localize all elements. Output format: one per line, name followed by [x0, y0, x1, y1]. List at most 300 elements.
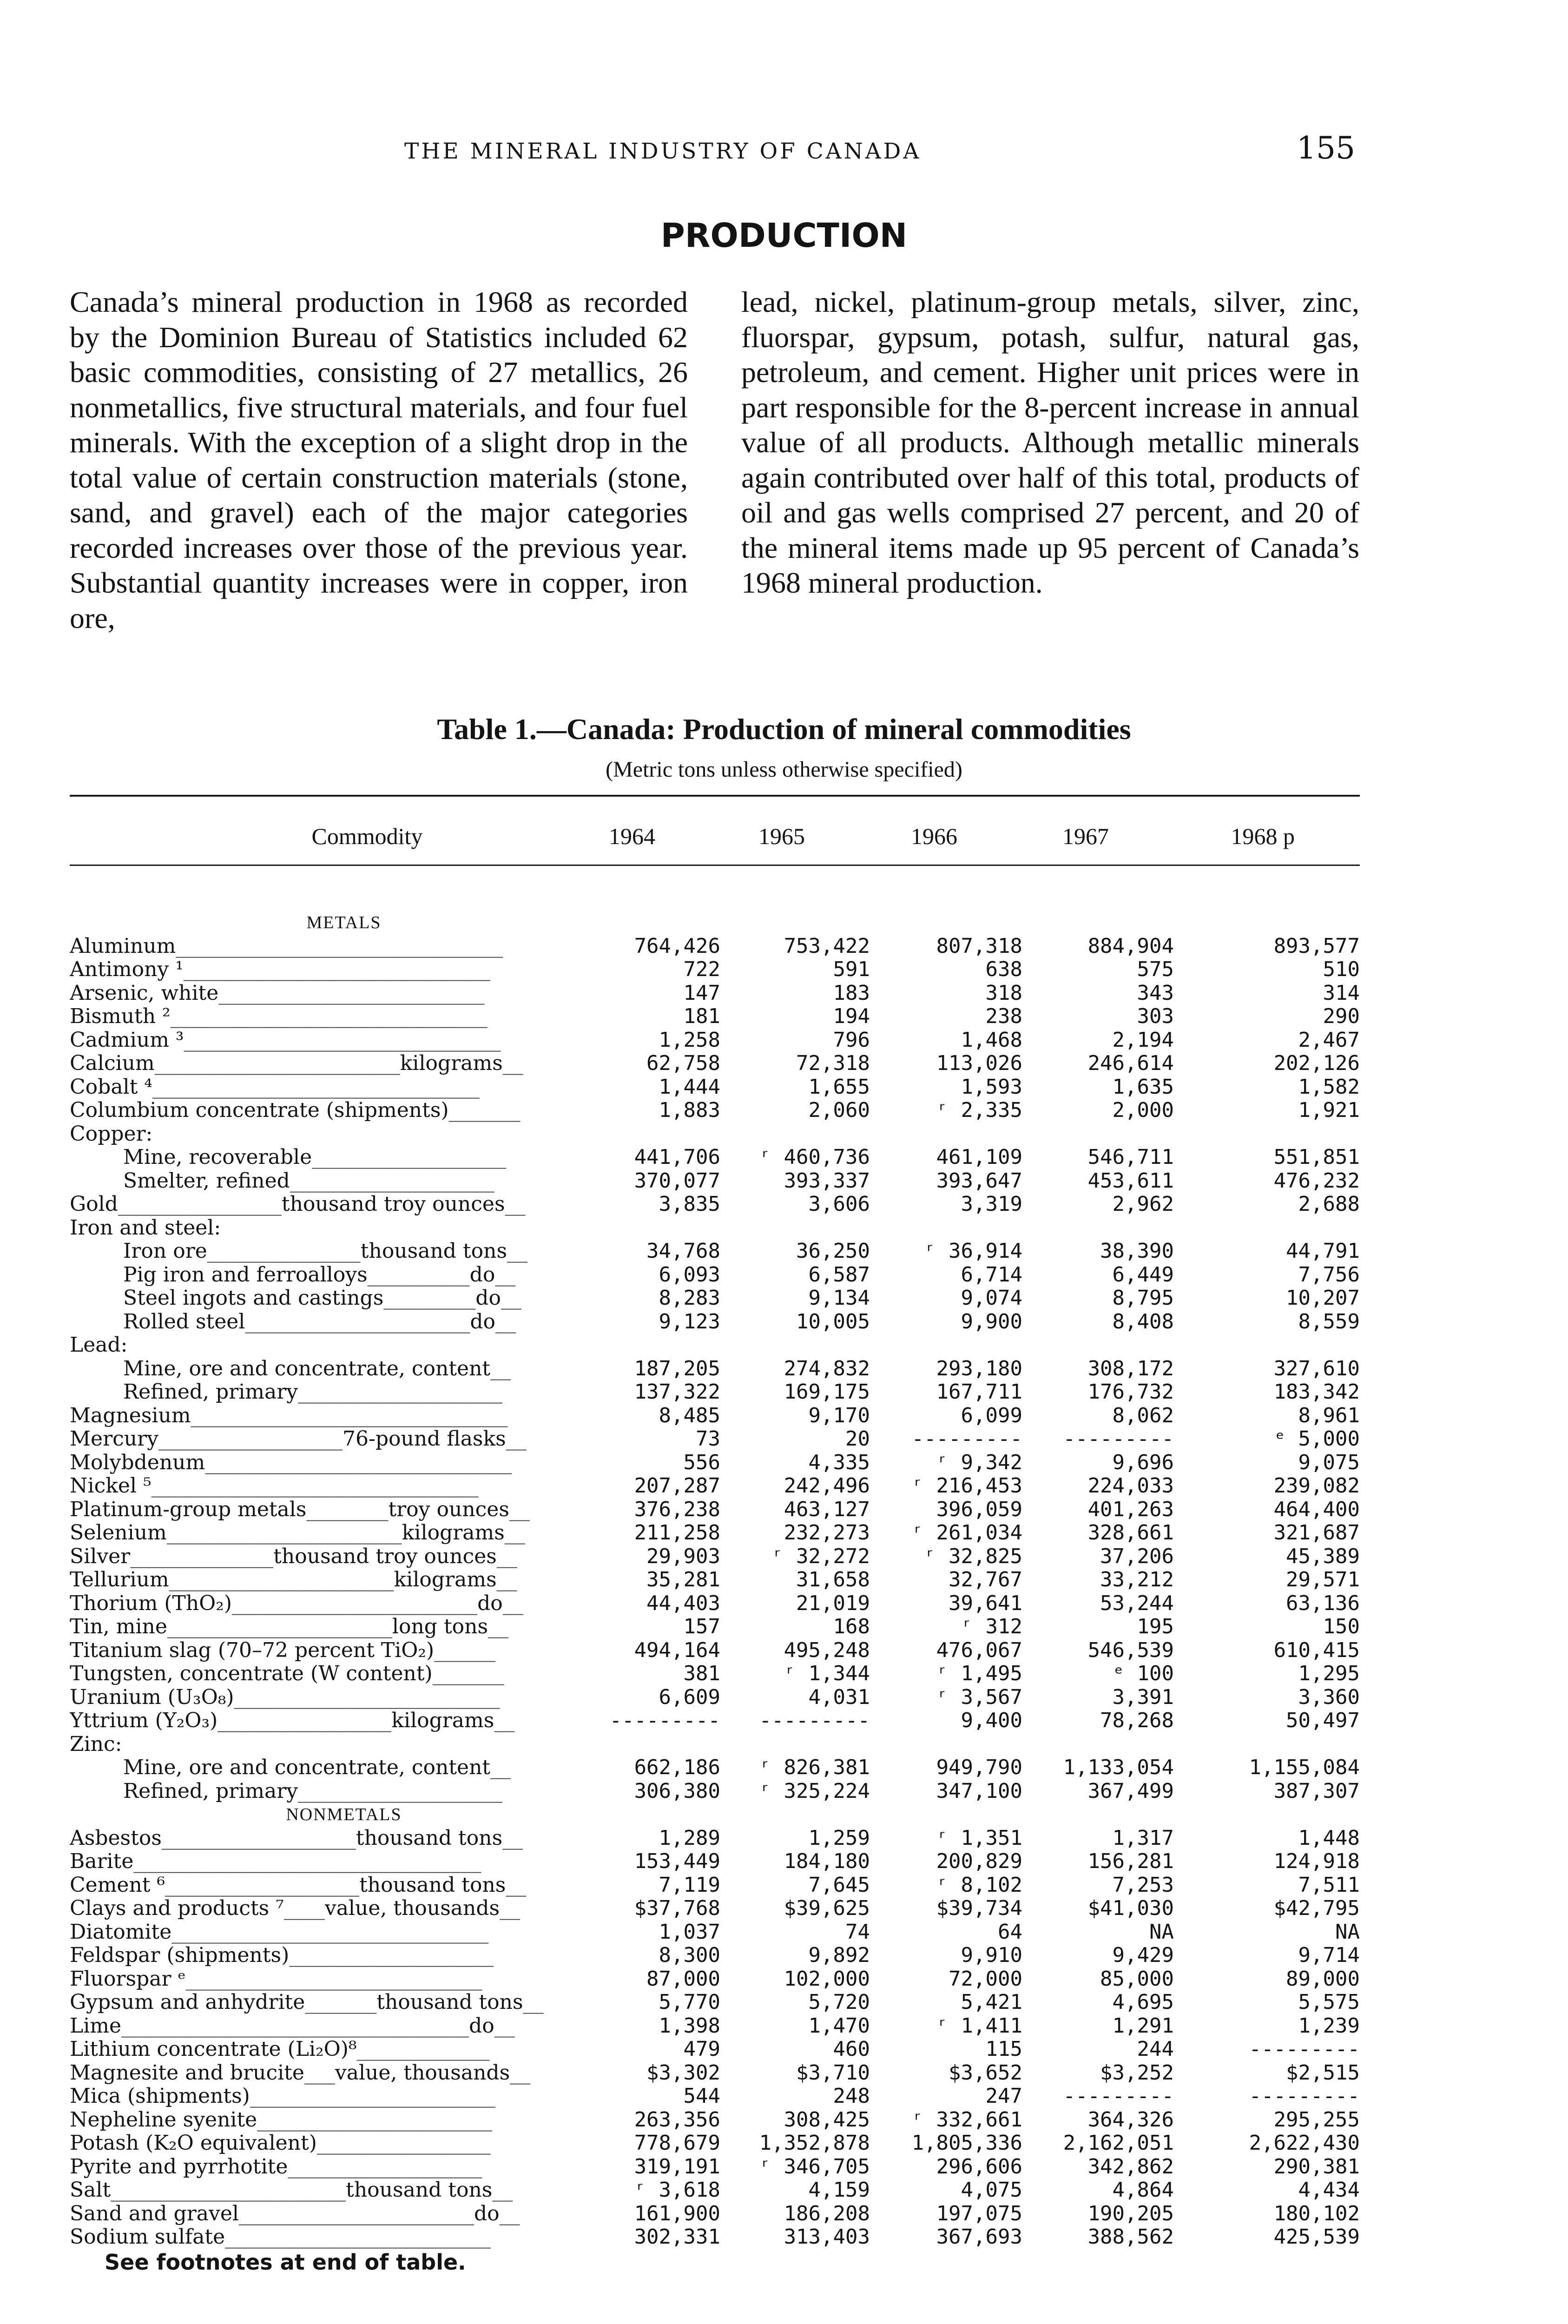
- commodity-label: [70, 982, 627, 1005]
- unit-label: value, thousands: [324, 1897, 500, 1920]
- value-cell-1965: 313,403: [784, 2225, 870, 2249]
- value-cell-1967: 342,862: [1087, 2154, 1174, 2179]
- value-cell-1967: 328,661: [1087, 1521, 1174, 1545]
- unit-label: do: [469, 2014, 494, 2038]
- table-row: [70, 2014, 1360, 2038]
- unit-label: do: [469, 1263, 495, 1287]
- commodity-name: Rolled steel: [123, 1310, 245, 1334]
- value-cell-1968: 9,075: [1298, 1450, 1360, 1474]
- table-row: [70, 982, 1360, 1005]
- value-cell-1964: 544: [683, 2084, 720, 2108]
- value-cell-1968: 150: [1323, 1615, 1360, 1638]
- intro-column-left: [70, 284, 688, 635]
- commodity-name: Pyrite and pyrrhotite: [70, 2155, 288, 2179]
- value-cell-1964: 207,287: [634, 1474, 720, 1498]
- commodity-name: Barite: [70, 1850, 134, 1873]
- leader-dots: ________________________________: [151, 1474, 479, 1498]
- commodity-name: Calcium: [70, 1052, 155, 1075]
- value-cell-1967: 190,205: [1087, 2201, 1174, 2225]
- value-cell-1964: 263,356: [634, 2107, 720, 2132]
- value-cell-1968: 29,571: [1286, 1568, 1360, 1591]
- commodity-label: [70, 1146, 627, 1169]
- value-cell-1967: 8,408: [1112, 1309, 1174, 1334]
- leader-dots: ______________: [130, 1545, 274, 1568]
- value-cell-1967: 367,499: [1087, 1779, 1174, 1803]
- value-cell-1964: 3,835: [659, 1192, 720, 1216]
- leader-dots: __: [502, 1591, 523, 1615]
- leader-dots: ___________________: [288, 2155, 482, 2179]
- value-cell-1966: 9,900: [961, 1309, 1022, 1334]
- value-cell-1964: 9,123: [659, 1309, 720, 1334]
- value-cell-1964: 764,426: [634, 934, 720, 958]
- value-cell-1966: 9,910: [961, 1943, 1022, 1967]
- leader-dots: ________________________________: [176, 934, 503, 958]
- leader-dots: _________________: [217, 1709, 392, 1732]
- commodity-label: [70, 1756, 627, 1780]
- commodity-label: [70, 2179, 627, 2202]
- table-row: [70, 1099, 1360, 1122]
- value-cell-1964: 153,449: [634, 1849, 720, 1873]
- commodity-name: Tellurium: [70, 1568, 169, 1591]
- value-cell-1968: 9,714: [1298, 1943, 1360, 1967]
- leader-dots: __: [504, 1521, 525, 1545]
- value-cell-1968: 290,381: [1273, 2154, 1360, 2179]
- value-cell-1966: 247: [985, 2084, 1022, 2108]
- value-cell-1965: ʳ 346,705: [759, 2154, 870, 2179]
- table-row: [70, 1874, 1360, 1897]
- value-cell-1964: 1,444: [659, 1075, 720, 1099]
- leader-dots: _______________________________: [170, 1005, 488, 1028]
- value-cell-1965: 9,892: [808, 1943, 870, 1967]
- unit-label: troy ounces: [388, 1498, 509, 1521]
- commodity-name: Silver: [70, 1545, 131, 1568]
- table-body: [70, 911, 1360, 2249]
- value-cell-1967: 53,244: [1100, 1591, 1174, 1615]
- commodity-name: Lead:: [70, 1334, 128, 1357]
- unit-label: long tons: [392, 1615, 488, 1638]
- value-cell-1966: 807,318: [936, 934, 1022, 958]
- leader-dots: __: [506, 1873, 527, 1897]
- table-row: [70, 1686, 1360, 1710]
- value-cell-1967: 303: [1137, 1004, 1174, 1028]
- commodity-name: Mine, recoverable: [123, 1146, 312, 1169]
- value-cell-1966: $3,652: [949, 2060, 1022, 2085]
- value-cell-1965: ʳ 1,344: [784, 1662, 870, 1685]
- commodity-name: Refined, primary: [123, 1779, 298, 1803]
- commodity-name: Uranium (U₃O₈): [70, 1685, 234, 1709]
- commodity-label: [70, 1334, 627, 1357]
- leader-dots: __________________________: [218, 981, 485, 1005]
- section-title: PRODUCTION: [660, 216, 908, 255]
- value-cell-1964: $3,302: [646, 2060, 720, 2085]
- value-cell-1964: 187,205: [634, 1356, 720, 1380]
- leader-dots: __: [496, 1568, 517, 1591]
- value-cell-1968: 8,559: [1298, 1309, 1360, 1334]
- table-row: [70, 1287, 1360, 1310]
- leader-dots: ____________________: [289, 1944, 494, 1967]
- leader-dots: __: [496, 1545, 517, 1568]
- commodity-name: Magnesium: [70, 1404, 191, 1427]
- commodity-label: [70, 1029, 627, 1052]
- value-cell-1968: 45,389: [1286, 1544, 1360, 1568]
- value-cell-1965: 194: [833, 1004, 870, 1028]
- unit-label: do: [477, 1591, 503, 1615]
- value-cell-1967: 2,000: [1112, 1098, 1174, 1122]
- value-cell-1968: 8,961: [1298, 1403, 1360, 1427]
- leader-dots: ___: [304, 2061, 335, 2085]
- value-cell-1967: 85,000: [1100, 1967, 1174, 1991]
- unit-label: value, thousands: [335, 2061, 510, 2085]
- value-cell-1965: 186,208: [784, 2201, 870, 2225]
- leader-dots: __: [494, 2014, 515, 2038]
- table-row: [70, 1474, 1360, 1498]
- value-cell-1967: 2,194: [1112, 1028, 1174, 1052]
- commodity-name: Smelter, refined: [123, 1169, 290, 1193]
- leader-dots: __________________________________: [133, 1850, 481, 1873]
- table-row: [70, 1521, 1360, 1545]
- value-cell-1968: 44,791: [1286, 1239, 1360, 1263]
- table-row: [70, 1756, 1360, 1780]
- commodity-label: [70, 1357, 627, 1381]
- value-cell-1966: 200,829: [936, 1849, 1022, 1873]
- leader-dots: _______________________: [257, 2108, 493, 2132]
- value-cell-1968: 124,918: [1273, 1849, 1360, 1873]
- value-cell-1965: 102,000: [784, 1967, 870, 1991]
- commodity-label: [70, 1944, 627, 1967]
- commodity-label: [70, 1052, 627, 1076]
- value-cell-1966: ʳ 2,335: [936, 1098, 1022, 1122]
- value-cell-1966: 39,641: [949, 1591, 1022, 1615]
- value-cell-1965: $39,625: [784, 1896, 870, 1920]
- value-cell-1968: 5,575: [1298, 1990, 1360, 2014]
- column-header-commodity: Commodity: [311, 823, 423, 849]
- table-row: [70, 1310, 1360, 1334]
- value-cell-1968: 202,126: [1273, 1051, 1360, 1075]
- value-cell-1968: 63,136: [1286, 1591, 1360, 1615]
- leader-dots: __: [499, 2202, 520, 2225]
- value-cell-1967: 246,614: [1087, 1051, 1174, 1075]
- table-row: [70, 1193, 1360, 1216]
- value-cell-1965: 796: [833, 1028, 870, 1052]
- value-cell-1965: $3,710: [796, 2060, 870, 2085]
- commodity-label: [70, 958, 627, 982]
- leader-dots: __________: [367, 1263, 470, 1287]
- table-row: [70, 1780, 1360, 1803]
- commodity-label: [70, 1897, 627, 1921]
- table-row: [70, 1592, 1360, 1616]
- unit-label: thousand tons: [356, 1826, 503, 1850]
- value-cell-1967: 343: [1137, 981, 1174, 1005]
- unit-label: do: [475, 1287, 501, 1310]
- value-cell-1964: 479: [683, 2037, 720, 2061]
- table-row: [70, 1005, 1360, 1029]
- commodity-name: Cobalt ⁴: [70, 1075, 152, 1099]
- value-cell-1965: ʳ 325,224: [759, 1779, 870, 1803]
- commodity-name: Tungsten, concentrate (W content): [70, 1662, 433, 1685]
- value-cell-1964: 376,238: [634, 1497, 720, 1521]
- column-header-1964: 1964: [609, 823, 655, 849]
- value-cell-1965: 232,273: [784, 1521, 870, 1545]
- value-cell-1967: 195: [1137, 1615, 1174, 1638]
- commodity-label: [70, 2108, 627, 2132]
- value-cell-1966: 638: [985, 957, 1022, 981]
- commodity-label: [70, 1850, 627, 1874]
- leader-dots: ____________________: [298, 1380, 503, 1404]
- commodity-label: [70, 1404, 627, 1428]
- leader-dots: __: [492, 2179, 513, 2202]
- value-cell-1964: 8,283: [659, 1286, 720, 1310]
- table-row: [70, 1639, 1360, 1663]
- value-cell-1964: 157: [683, 1615, 720, 1638]
- value-cell-1968: 50,497: [1286, 1709, 1360, 1732]
- value-cell-1964: 319,191: [634, 2154, 720, 2179]
- value-cell-1964: 62,758: [646, 1051, 720, 1075]
- commodity-label: [70, 1592, 627, 1616]
- leader-dots: _______________________________: [191, 1404, 508, 1427]
- leader-dots: ________________________: [232, 1591, 478, 1615]
- value-cell-1964: 147: [683, 981, 720, 1005]
- commodity-name: Nepheline syenite: [70, 2108, 257, 2132]
- table-row: [70, 1216, 1360, 1240]
- value-cell-1964: 137,322: [634, 1380, 720, 1404]
- value-cell-1966: ʳ 216,453: [911, 1474, 1022, 1498]
- value-cell-1968: 183,342: [1273, 1380, 1360, 1404]
- commodity-label: [70, 1498, 627, 1522]
- unit-label: kilograms: [400, 1052, 503, 1075]
- value-cell-1966: 296,606: [936, 2154, 1022, 2179]
- value-cell-1966: 197,075: [936, 2201, 1022, 2225]
- value-cell-1967: 546,539: [1087, 1638, 1174, 1662]
- value-cell-1965: 4,031: [808, 1685, 870, 1709]
- commodity-label: [70, 1545, 627, 1569]
- value-cell-1968: 2,622,430: [1249, 2131, 1360, 2155]
- commodity-label: [70, 1427, 627, 1451]
- value-cell-1967: ᵉ 100: [1112, 1662, 1174, 1685]
- leader-dots: __: [495, 1310, 516, 1334]
- value-cell-1965: 21,019: [796, 1591, 870, 1615]
- table-row: [70, 1850, 1360, 1874]
- value-cell-1966: 72,000: [949, 1967, 1022, 1991]
- commodity-label: [70, 2202, 627, 2226]
- commodity-label: [70, 1451, 627, 1475]
- value-cell-1964: 87,000: [646, 1967, 720, 1991]
- commodity-label: [70, 2085, 627, 2108]
- unit-label: thousand tons: [376, 1991, 523, 2014]
- column-header-1966: 1966: [911, 823, 957, 849]
- value-cell-1964: 370,077: [634, 1169, 720, 1193]
- value-cell-1966: 476,067: [936, 1638, 1022, 1662]
- commodity-name: Nickel ⁵: [70, 1474, 152, 1498]
- value-cell-1964: 722: [683, 957, 720, 981]
- value-cell-1964: 1,037: [659, 1920, 720, 1944]
- leader-dots: __: [510, 2061, 531, 2085]
- commodity-label: [70, 1921, 627, 1944]
- value-cell-1964: 181: [683, 1004, 720, 1028]
- value-cell-1966: ʳ 8,102: [936, 1873, 1022, 1897]
- commodity-name: Titanium slag (70–72 percent TiO₂): [70, 1638, 435, 1662]
- value-cell-1967: 78,268: [1100, 1709, 1174, 1732]
- value-cell-1965: 6,587: [808, 1262, 870, 1287]
- value-cell-1965: 183: [833, 981, 870, 1005]
- commodity-label: [70, 1474, 627, 1498]
- value-cell-1967: 8,795: [1112, 1286, 1174, 1310]
- value-cell-1964: 556: [683, 1450, 720, 1474]
- value-cell-1968: 7,511: [1298, 1873, 1360, 1897]
- commodity-label: [70, 1827, 627, 1850]
- leader-dots: __________________________: [234, 1685, 500, 1709]
- commodity-label: [70, 2014, 627, 2038]
- commodity-name: Zinc:: [70, 1732, 122, 1756]
- leader-dots: __: [502, 1826, 523, 1850]
- value-cell-1966: 6,099: [961, 1403, 1022, 1427]
- value-cell-1967: ---------: [1063, 2084, 1174, 2108]
- commodity-name: Tin, mine: [70, 1615, 167, 1638]
- value-cell-1964: 6,609: [659, 1685, 720, 1709]
- commodity-label: [70, 1193, 627, 1216]
- value-cell-1968: 2,688: [1298, 1192, 1360, 1216]
- value-cell-1964: 34,768: [646, 1239, 720, 1263]
- value-cell-1966: 318: [985, 981, 1022, 1005]
- table-row: [70, 1897, 1360, 1921]
- value-cell-1967: 4,864: [1112, 2178, 1174, 2202]
- commodity-name: Sand and gravel: [70, 2202, 239, 2225]
- value-cell-1964: ʳ 3,618: [634, 2178, 720, 2202]
- commodity-name: Iron ore: [123, 1240, 207, 1263]
- value-cell-1964: 6,093: [659, 1262, 720, 1287]
- value-cell-1967: 364,326: [1087, 2107, 1174, 2132]
- leader-dots: __________________________: [225, 2225, 491, 2249]
- value-cell-1964: 1,883: [659, 1098, 720, 1122]
- commodity-name: Diatomite: [70, 1920, 172, 1944]
- leader-dots: __: [507, 1240, 528, 1263]
- value-cell-1968: 3,360: [1298, 1685, 1360, 1709]
- table-row: [70, 1545, 1360, 1569]
- commodity-name: Fluorspar ᵉ: [70, 1967, 186, 1991]
- commodity-name: Yttrium (Y₂O₃): [70, 1709, 218, 1732]
- commodity-label: [70, 2038, 627, 2061]
- value-cell-1966: 113,026: [936, 1051, 1022, 1075]
- unit-label: do: [470, 1310, 496, 1334]
- commodity-label: [70, 1709, 627, 1733]
- table-title: Table 1.—Canada: Production of mineral commodities: [437, 713, 1131, 746]
- value-cell-1965: 36,250: [796, 1239, 870, 1263]
- value-cell-1966: 293,180: [936, 1356, 1022, 1380]
- value-cell-1965: 1,655: [808, 1075, 870, 1099]
- value-cell-1965: 7,645: [808, 1873, 870, 1897]
- value-cell-1968: NA: [1335, 1920, 1360, 1944]
- value-cell-1968: ---------: [1249, 2037, 1360, 2061]
- table-row: [70, 1169, 1360, 1193]
- commodity-name: Magnesite and brucite: [70, 2061, 304, 2085]
- table-row: [70, 1568, 1360, 1592]
- value-cell-1966: 393,647: [936, 1169, 1022, 1193]
- leader-dots: _______: [305, 1991, 377, 2014]
- running-head: [0, 130, 1568, 172]
- leader-dots: __: [523, 1991, 544, 2014]
- value-cell-1965: 9,170: [808, 1403, 870, 1427]
- commodity-label: [70, 2155, 627, 2179]
- value-cell-1967: ---------: [1063, 1427, 1174, 1451]
- value-cell-1965: 169,175: [784, 1380, 870, 1404]
- unit-label: 76-pound flasks: [343, 1427, 506, 1451]
- leader-dots: _______: [432, 1662, 504, 1685]
- commodity-label: [70, 1263, 627, 1287]
- value-cell-1965: 753,422: [784, 934, 870, 958]
- value-cell-1968: 1,295: [1298, 1662, 1360, 1685]
- table-row: [70, 1967, 1360, 1991]
- commodity-name: Selenium: [70, 1521, 167, 1545]
- table-section-label: METALS: [306, 913, 382, 932]
- value-cell-1965: 9,134: [808, 1286, 870, 1310]
- value-cell-1968: 314: [1323, 981, 1360, 1005]
- intro-paragraph-left: Canada’s mineral production in 1968 as recorded by the Dominion Bureau of Statistics included 62 basic commodities, consisting of 27 metallics, 26 nonmetallics, five structural materials, and four fuel minerals. With the exception of a slight drop in the total value of certain construction materials (stone, sand, and gravel) each of the major categories recorded increases over those of the previous year. Substantial quantity increases were in copper, iron ore,: [70, 285, 688, 634]
- commodity-name: Pig iron and ferroalloys: [123, 1263, 368, 1287]
- commodity-name: Antimony ¹: [70, 958, 184, 981]
- value-cell-1966: ʳ 312: [961, 1615, 1022, 1638]
- table-row: [70, 1029, 1360, 1052]
- value-cell-1964: 7,119: [659, 1873, 720, 1897]
- table-row: [70, 2085, 1360, 2108]
- value-cell-1968: 1,582: [1298, 1075, 1360, 1099]
- table-row: [70, 2225, 1360, 2249]
- commodity-label: [70, 1639, 627, 1663]
- commodity-label: [70, 1780, 627, 1803]
- value-cell-1965: 10,005: [796, 1309, 870, 1334]
- value-cell-1966: 3,319: [961, 1192, 1022, 1216]
- value-cell-1965: 393,337: [784, 1169, 870, 1193]
- value-cell-1966: 64: [998, 1920, 1022, 1944]
- commodity-name: Aluminum: [70, 934, 176, 958]
- value-cell-1968: $42,795: [1273, 1896, 1360, 1920]
- commodity-name: Columbium concentrate (shipments): [70, 1099, 449, 1122]
- leader-dots: _________: [383, 1287, 476, 1310]
- table-row: [70, 1451, 1360, 1475]
- value-cell-1965: 308,425: [784, 2107, 870, 2132]
- value-cell-1966: 1,468: [961, 1028, 1022, 1052]
- commodity-name: Cement ⁶: [70, 1873, 165, 1897]
- value-cell-1965: 1,470: [808, 2014, 870, 2038]
- table-row: [70, 1827, 1360, 1850]
- commodity-name: Salt: [70, 2179, 111, 2202]
- commodity-name: Asbestos: [70, 1826, 162, 1850]
- value-cell-1965: 4,335: [808, 1450, 870, 1474]
- value-cell-1966: 238: [985, 1004, 1022, 1028]
- value-cell-1967: 1,635: [1112, 1075, 1174, 1099]
- value-cell-1968: 290: [1323, 1004, 1360, 1028]
- value-cell-1968: 425,539: [1273, 2225, 1360, 2249]
- table-subtitle: (Metric tons unless otherwise specified): [606, 757, 962, 782]
- value-cell-1966: ʳ 1,351: [936, 1826, 1022, 1850]
- value-cell-1965: 2,060: [808, 1098, 870, 1122]
- value-cell-1966: 167,711: [936, 1380, 1022, 1404]
- commodity-name: Bismuth ²: [70, 1005, 171, 1028]
- value-cell-1964: 778,679: [634, 2131, 720, 2155]
- value-cell-1968: 7,756: [1298, 1262, 1360, 1287]
- leader-dots: ________: [306, 1498, 389, 1521]
- commodity-label: [70, 1169, 627, 1193]
- value-cell-1964: 1,398: [659, 2014, 720, 2038]
- unit-label: thousand tons: [360, 1240, 507, 1263]
- commodity-name: Copper:: [70, 1122, 153, 1146]
- leader-dots: ____________________: [298, 1779, 503, 1803]
- commodity-label: [70, 2132, 627, 2155]
- value-cell-1966: 347,100: [936, 1779, 1022, 1803]
- table-row: [70, 1991, 1360, 2014]
- value-cell-1966: ʳ 1,411: [936, 2014, 1022, 2038]
- table-row: [70, 1404, 1360, 1428]
- value-cell-1964: 441,706: [634, 1145, 720, 1169]
- leader-dots: ___________________: [165, 1873, 360, 1897]
